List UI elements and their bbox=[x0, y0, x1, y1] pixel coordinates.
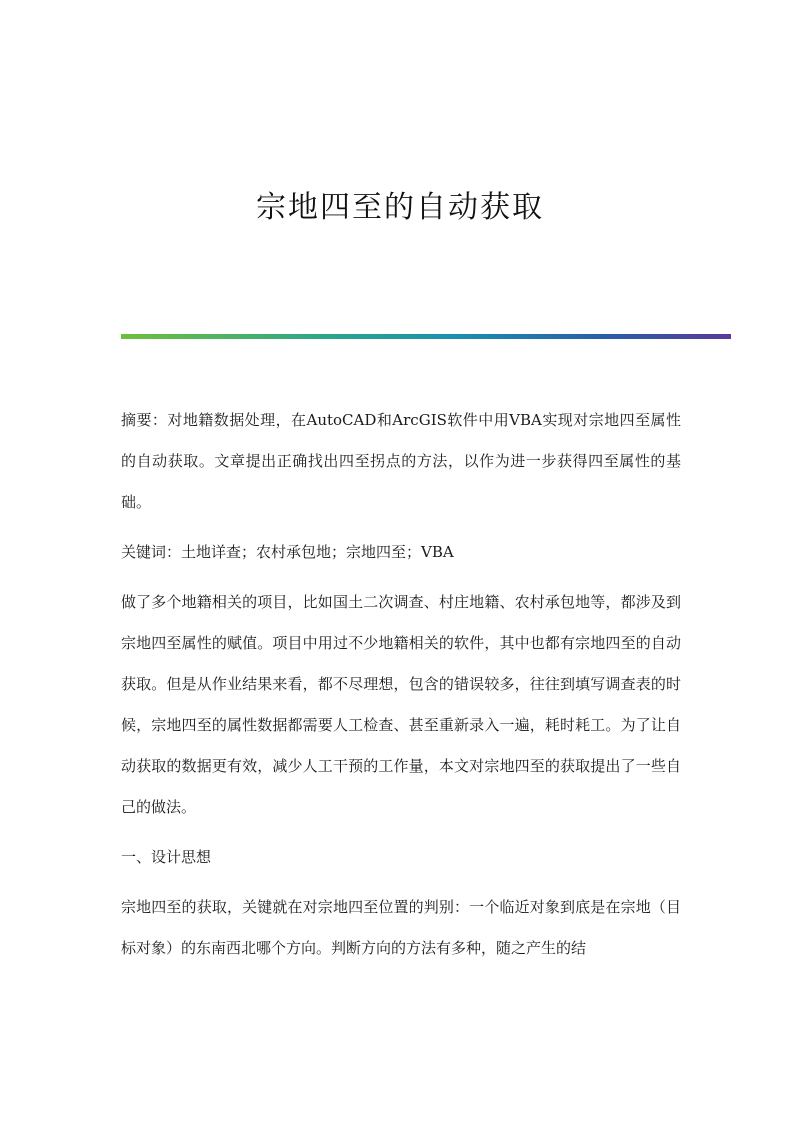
document-body bbox=[121, 400, 681, 978]
title-divider bbox=[121, 334, 731, 339]
abstract-paragraph: 摘要：对地籍数据处理，在AutoCAD和ArcGIS软件中用VBA实现对宗地四至属性的自动获取。文章提出正确找出四至拐点的方法，以作为进一步获得四至属性的基础。 bbox=[121, 411, 681, 511]
section-paragraph: 宗地四至的获取，关键就在对宗地四至位置的判别：一个临近对象到底是在宗地（目标对象）的东南西北哪个方向。判断方向的方法有多种，随之产生的结 bbox=[121, 898, 681, 957]
page-title: 宗地四至的自动获取 bbox=[256, 190, 544, 225]
intro-paragraph: 做了多个地籍相关的项目，比如国土二次调查、村庄地籍、农村承包地等，都涉及到宗地四至属性的赋值。项目中用过不少地籍相关的软件，其中也都有宗地四至的自动获取。但是从作业结果来看，都不尽理想，包含的错误较多，往往到填写调查表的时候，宗地四至的属性数据都需要人工检查、甚至重新录入一遍，耗时耗工。为了让自动获取的数据更有效，减少人工干预的工作量，本文对宗地四至的获取提出了一些自己的做法。 bbox=[121, 593, 681, 816]
keywords-paragraph: 关键词：土地详查；农村承包地；宗地四至；VBA bbox=[121, 543, 454, 561]
section-heading: 一、设计思想 bbox=[121, 848, 212, 866]
